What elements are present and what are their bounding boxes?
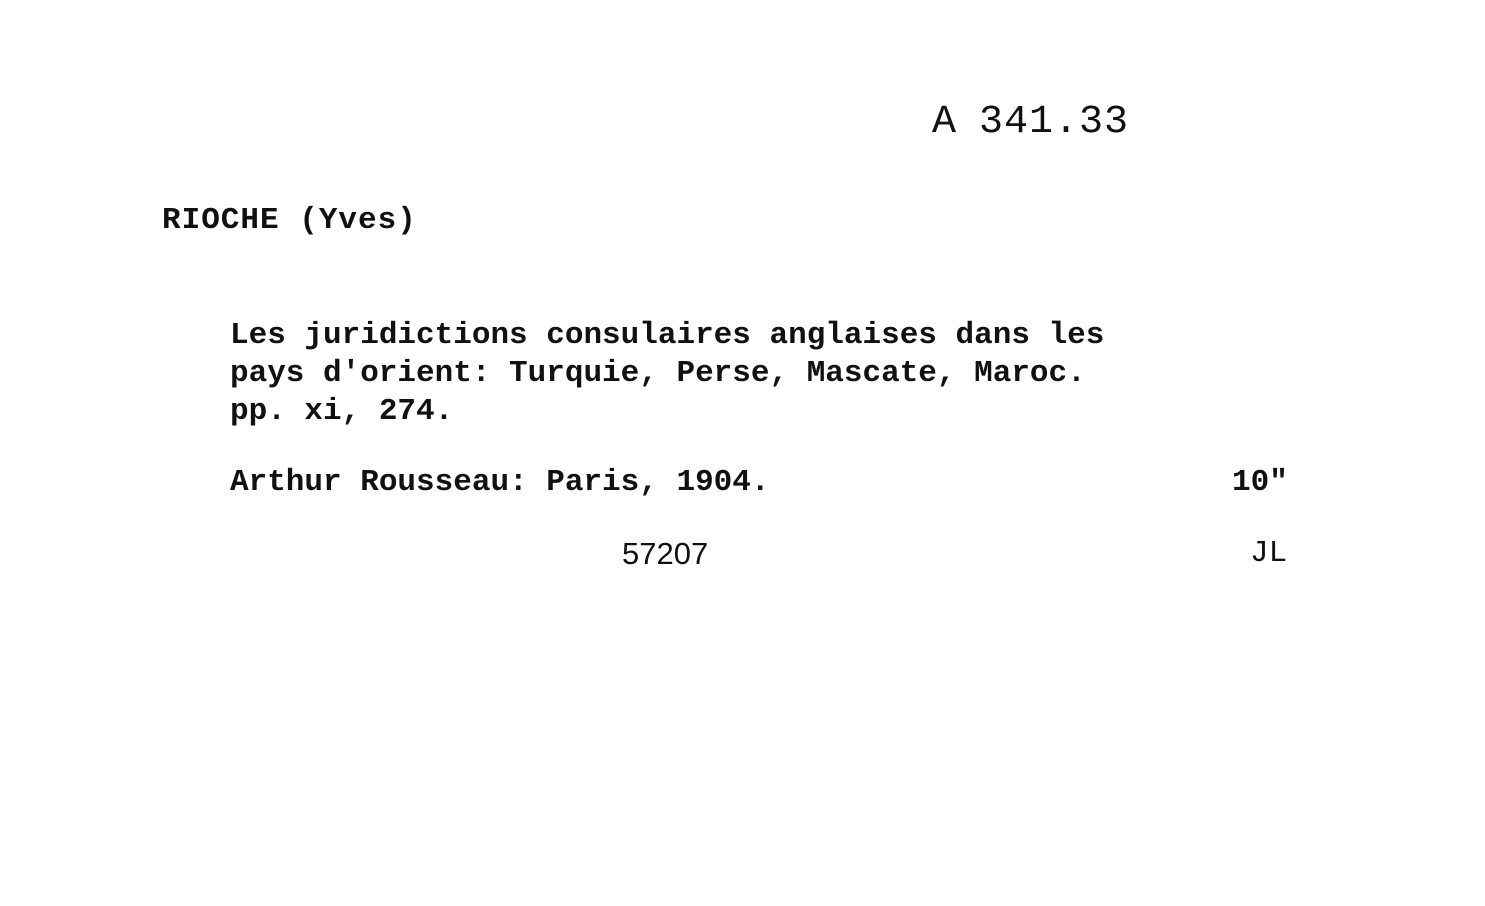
cataloger-initials: JL [1250,536,1288,571]
call-number-prefix: A [932,100,958,145]
size-notation: 10" [1232,465,1288,500]
title-description [230,317,1104,431]
title-line: pays d'orient: Turquie, Perse, Mascate, Maroc. [230,356,1086,391]
call-number [932,100,1129,145]
title-line: Les juridictions consulaires anglaises dans les [230,318,1105,353]
author-heading: RIOCHE (Yves) [162,203,417,238]
imprint: Arthur Rousseau: Paris, 1904. [230,465,770,500]
pagination-line: pp. xi, 274. [230,394,454,429]
accession-number: 57207 [622,536,709,571]
call-number-value: 341.33 [979,100,1130,145]
